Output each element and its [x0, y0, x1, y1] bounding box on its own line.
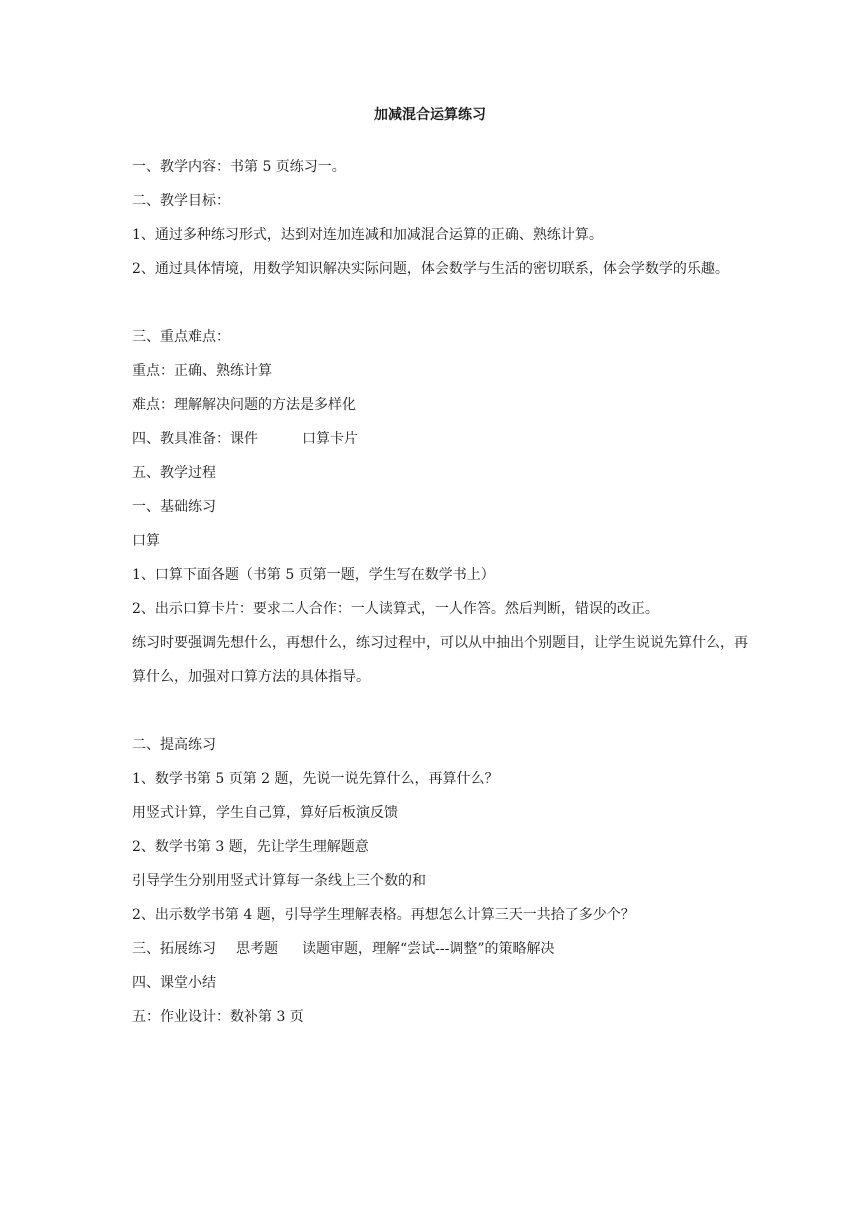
- oral-calc-label: 口算: [132, 533, 160, 549]
- extension-practice-label: 三、拓展练习: [132, 941, 216, 957]
- document-title: 加减混合运算练习: [374, 107, 486, 123]
- thinking-question-label: 思考题: [236, 941, 278, 957]
- difficulty-line: 难点：理解解决问题的方法是多样化: [132, 397, 356, 413]
- goal-1: 1、通过多种练习形式，达到对连加连减和加减混合运算的正确、熟练计算。: [132, 227, 603, 243]
- extension-practice-detail: 读题审题，理解“尝试---调整”的策略解决: [302, 941, 555, 957]
- oral-calc-step-1: 1、口算下面各题（书第 5 页第一题，学生写在数学书上）: [132, 567, 495, 583]
- advanced-step-2: 2、数学书第 3 题，先让学生理解题意: [132, 839, 369, 855]
- goal-2: 2、通过具体情境，用数学知识解决实际问题，体会数学与生活的密切联系，体会学数学的乐趣。: [132, 261, 729, 277]
- teaching-aids-label: 四、教具准备：课件: [132, 431, 258, 447]
- document-body: [132, 150, 752, 1034]
- extension-practice-line: [132, 932, 752, 966]
- homework-line: 五：作业设计：数补第 3 页: [132, 1009, 304, 1025]
- advanced-step-3: 2、出示数学书第 4 题，引导学生理解表格。再想怎么计算三天一共拾了多少个？: [132, 907, 635, 923]
- advanced-practice-heading: 二、提高练习: [132, 737, 216, 753]
- advanced-step-2-note: 引导学生分别用竖式计算每一条线上三个数的和: [132, 873, 426, 889]
- teaching-goals-heading: 二、教学目标：: [132, 193, 230, 209]
- practice-guidance-paragraph: 练习时要强调先想什么，再想什么，练习过程中，可以从中抽出个别题目，让学生说说先算什么，再算什么，加强对口算方法的具体指导。: [132, 635, 748, 685]
- class-summary-heading: 四、课堂小结: [132, 975, 216, 991]
- teaching-aids-line: [132, 422, 752, 456]
- key-point-line: 重点：正确、熟练计算: [132, 363, 272, 379]
- advanced-step-1-note: 用竖式计算，学生自己算，算好后板演反馈: [132, 805, 398, 821]
- teaching-aids-item: 口算卡片: [302, 431, 358, 447]
- teaching-process-heading: 五、教学过程: [132, 465, 216, 481]
- blank-line: [132, 694, 752, 728]
- oral-calc-step-2: 2、出示口算卡片：要求二人合作：一人读算式，一人作答。然后判断，错误的改正。: [132, 601, 659, 617]
- teaching-content-line: 一、教学内容：书第 5 页练习一。: [132, 159, 346, 175]
- key-difficulty-heading: 三、重点难点：: [132, 329, 230, 345]
- basic-practice-heading: 一、基础练习: [132, 499, 216, 515]
- advanced-step-1: 1、数学书第 5 页第 2 题，先说一说先算什么，再算什么？: [132, 771, 499, 787]
